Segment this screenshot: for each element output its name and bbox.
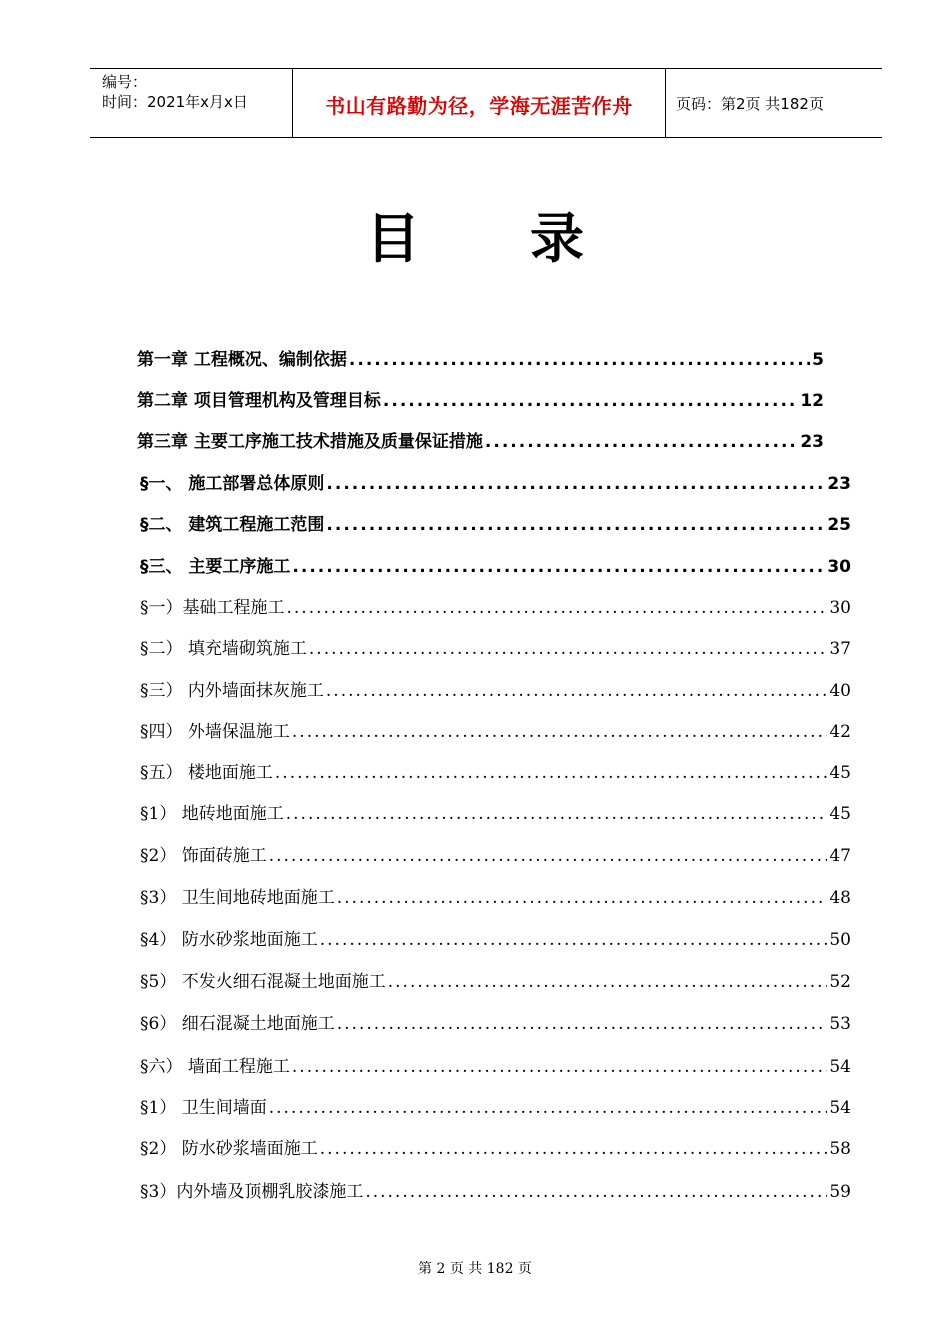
toc-entry[interactable] — [137, 348, 824, 372]
toc-entry-label: §四） 外墙保温施工 — [140, 722, 290, 742]
toc-entry-label: §一、 施工部署总体原则 — [140, 474, 325, 494]
toc-entry[interactable] — [137, 430, 824, 454]
toc-entry-label: §3） 卫生间地砖地面施工 — [140, 888, 335, 908]
toc-entry-label: §二） 填充墙砌筑施工 — [140, 639, 307, 659]
toc-entry-label: §六） 墙面工程施工 — [140, 1057, 290, 1077]
toc-entry-label: §1） 卫生间墙面 — [140, 1098, 267, 1118]
toc-entry[interactable] — [140, 1137, 851, 1161]
toc-entry-page: 54 — [829, 1098, 851, 1118]
toc-entry-label: §4） 防水砂浆地面施工 — [140, 930, 318, 950]
toc-entry[interactable] — [140, 1012, 851, 1036]
toc-entry-page: 40 — [829, 681, 851, 701]
toc-entry-page: 59 — [829, 1182, 851, 1202]
doc-code-label: 编号： — [102, 73, 148, 91]
toc-entry-page: 45 — [829, 804, 851, 824]
toc-entry[interactable] — [140, 679, 851, 703]
toc-entry[interactable] — [140, 1180, 851, 1204]
header-page-number: 页码：第2页 共182页 — [676, 95, 824, 113]
toc-entry[interactable] — [140, 596, 851, 620]
toc-entry-page: 5 — [812, 350, 824, 370]
toc-entry[interactable] — [140, 970, 851, 994]
page-footer: 第 2 页 共 182 页 — [418, 1261, 532, 1277]
toc-entry[interactable] — [140, 720, 851, 744]
toc-entry-label: 第三章 主要工序施工技术措施及质量保证措施 — [137, 432, 483, 452]
toc-entry[interactable] — [140, 802, 851, 826]
toc-entry-label: §二、 建筑工程施工范围 — [140, 515, 325, 535]
toc-entry-label: 第二章 项目管理机构及管理目标 — [137, 391, 381, 411]
toc-entry-page: 42 — [829, 722, 851, 742]
toc-entry-page: 58 — [829, 1139, 851, 1159]
toc-entry-page: 12 — [800, 391, 824, 411]
toc-entry-page: 47 — [829, 846, 851, 866]
toc-entry-label: §5） 不发火细石混凝土地面施工 — [140, 972, 386, 992]
toc-entry-page: 52 — [829, 972, 851, 992]
toc-entry[interactable] — [140, 886, 851, 910]
toc-entry-label: §1） 地砖地面施工 — [140, 804, 284, 824]
toc-entry-label: §2） 饰面砖施工 — [140, 846, 267, 866]
toc-entry-label: §3）内外墙及顶棚乳胶漆施工 — [140, 1182, 364, 1202]
toc-entry-page: 50 — [829, 930, 851, 950]
toc-entry[interactable] — [140, 637, 851, 661]
toc-entry[interactable] — [140, 555, 851, 579]
toc-entry[interactable] — [140, 1096, 851, 1120]
toc-entry-label: §一）基础工程施工 — [140, 598, 285, 618]
toc-entry[interactable] — [137, 389, 824, 413]
toc-entry[interactable] — [140, 844, 851, 868]
toc-entry[interactable] — [140, 513, 851, 537]
toc-entry-label: §三） 内外墙面抹灰施工 — [140, 681, 324, 701]
header-motto: 书山有路勤为径，学海无涯苦作舟 — [325, 94, 633, 118]
toc-entry-page: 53 — [829, 1014, 851, 1034]
toc-entry[interactable] — [140, 1055, 851, 1079]
toc-entry[interactable] — [140, 472, 851, 496]
toc-entry-page: 30 — [829, 598, 851, 618]
toc-entry-page: 45 — [829, 763, 851, 783]
toc-entry-label: 第一章 工程概况、编制依据 — [137, 350, 347, 370]
toc-entry-page: 54 — [829, 1057, 851, 1077]
toc-entry-label: §6） 细石混凝土地面施工 — [140, 1014, 335, 1034]
toc-entry-page: 37 — [829, 639, 851, 659]
toc-entry-label: §五） 楼地面施工 — [140, 763, 273, 783]
title-char-1: 目 — [366, 207, 420, 270]
toc-entry-page: 23 — [827, 474, 851, 494]
toc-entry[interactable] — [140, 761, 851, 785]
toc-entry-page: 30 — [827, 557, 851, 577]
doc-time-label: 时间：2021年x月x日 — [102, 93, 248, 111]
toc-entry-label: §2） 防水砂浆墙面施工 — [140, 1139, 318, 1159]
toc-entry-label: §三、 主要工序施工 — [140, 557, 291, 577]
toc-entry-page: 48 — [829, 888, 851, 908]
toc-entry-page: 25 — [827, 515, 851, 535]
title-char-2: 录 — [530, 207, 584, 270]
toc-entry[interactable] — [140, 928, 851, 952]
toc-entry-page: 23 — [800, 432, 824, 452]
